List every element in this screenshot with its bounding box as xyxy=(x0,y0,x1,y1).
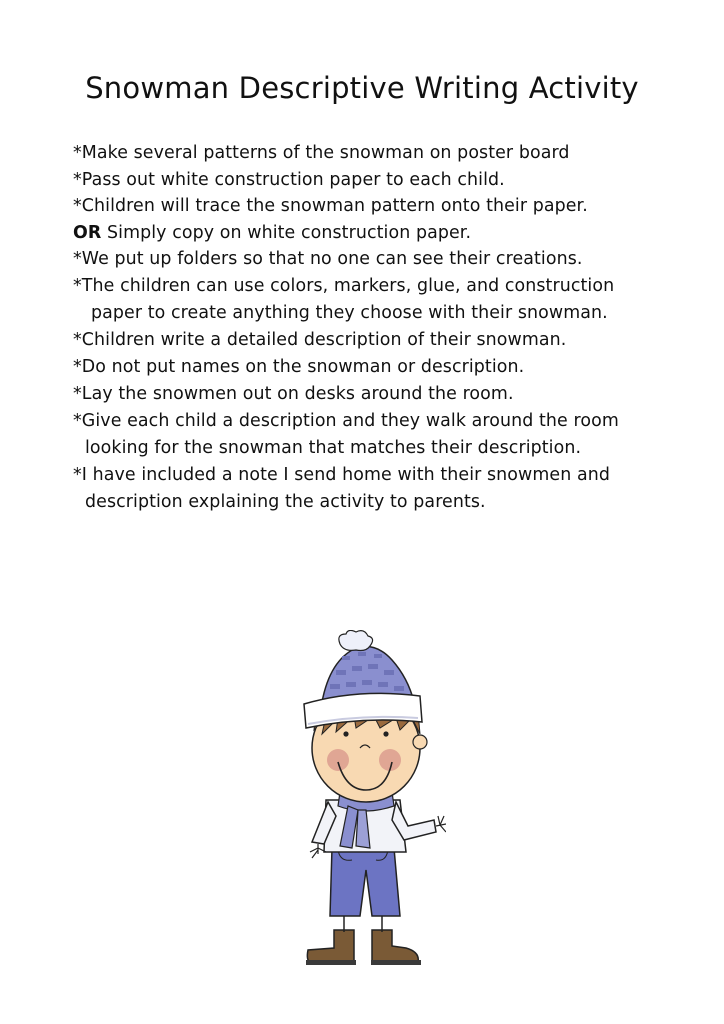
instruction-line-continued: description explaining the activity to parents. xyxy=(85,492,486,512)
boy-clipart-icon xyxy=(296,630,446,970)
page-title: Snowman Descriptive Writing Activity xyxy=(85,71,639,105)
or-text: Simply copy on white construction paper. xyxy=(101,222,472,243)
instruction-line: *The children can use colors, markers, glue, and construction xyxy=(73,276,615,296)
instruction-line: *Give each child a description and they walk around the room xyxy=(73,411,619,431)
or-label: OR xyxy=(73,222,102,243)
instruction-line: *Children will trace the snowman pattern onto their paper. xyxy=(73,196,588,216)
instruction-line-continued: looking for the snowman that matches their description. xyxy=(85,438,582,458)
instruction-line: *Lay the snowmen out on desks around the room. xyxy=(73,384,514,404)
instruction-line: *Pass out white construction paper to each child. xyxy=(73,169,505,190)
boy-winter-illustration xyxy=(296,630,446,970)
instruction-line: *Make several patterns of the snowman on poster board xyxy=(73,143,570,163)
instruction-line: *Do not put names on the snowman or description. xyxy=(73,357,525,377)
instruction-line: *We put up folders so that no one can see their creations. xyxy=(73,249,583,269)
instruction-line: *I have included a note I send home with their snowmen and xyxy=(73,465,610,485)
instruction-line-continued: paper to create anything they choose with their snowman. xyxy=(91,303,608,323)
instruction-line: *Children write a detailed description of their snowman. xyxy=(73,330,567,350)
instruction-line-or xyxy=(73,220,471,246)
